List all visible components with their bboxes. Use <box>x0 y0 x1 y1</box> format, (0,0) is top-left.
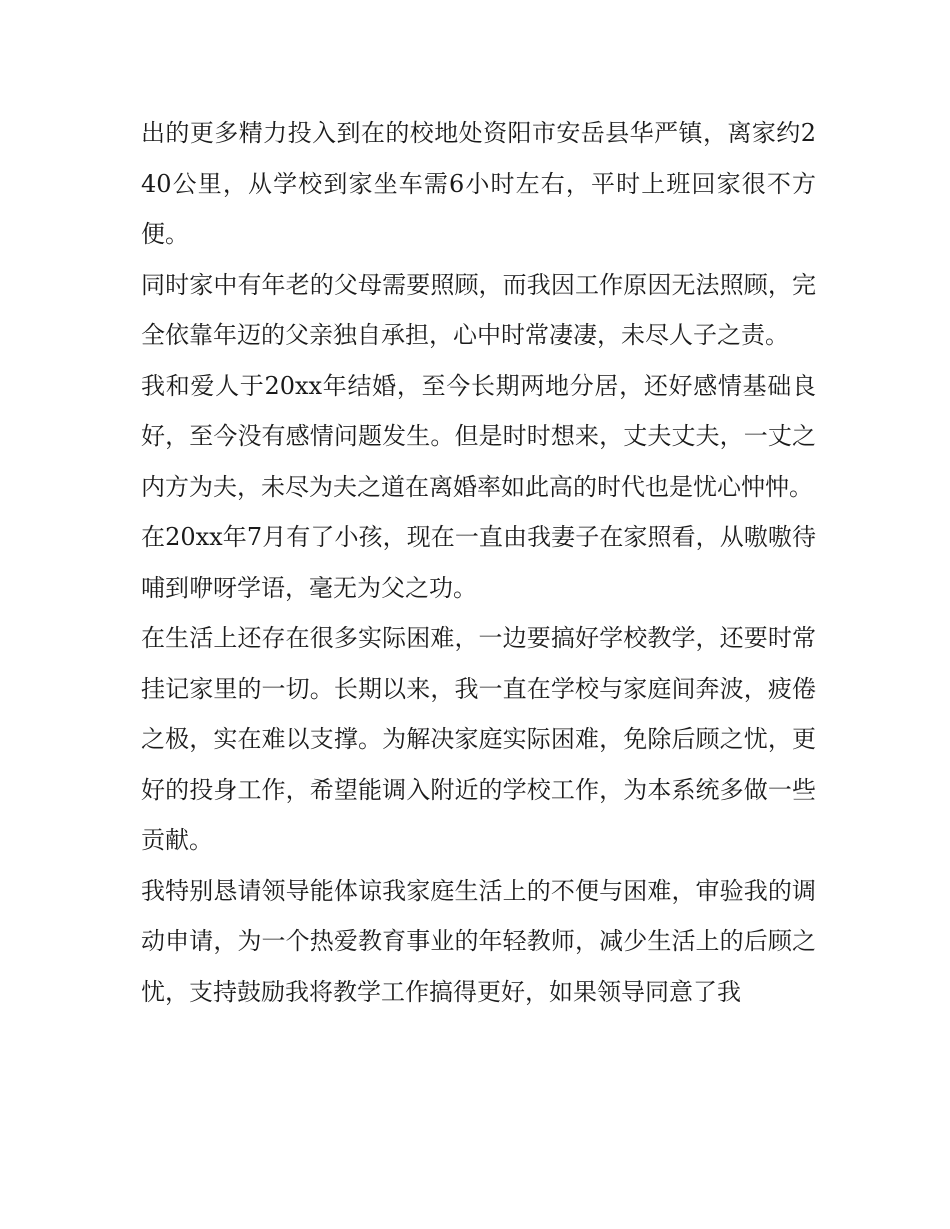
paragraph-2: 同时家中有年老的父母需要照顾，而我因工作原因无法照顾，完全依靠年迈的父亲独自承担，心中时常凄凄，未尽人子之责。 <box>141 270 816 349</box>
paragraph-4: 在20xx年7月有了小孩，现在一直由我妻子在家照看，从嗷嗷待哺到咿呀学语，毫无为父之功。 <box>141 523 816 602</box>
paragraph-5: 在生活上还存在很多实际困难，一边要搞好学校教学，还要时常挂记家里的一切。长期以来，我一直在学校与家庭间奔波，疲倦之极，实在难以支撑。为解决家庭实际困难，免除后顾之忧，更好的投身工作，希望能调入附近的学校工作，为本系统多做一些贡献。 <box>141 624 816 854</box>
paragraph-1: 出的更多精力投入到在的校地处资阳市安岳县华严镇，离家约240公里，从学校到家坐车需6小时左右，平时上班回家很不方便。 <box>141 119 816 248</box>
paragraph-3: 我和爱人于20xx年结婚，至今长期两地分居，还好感情基础良好，至今没有感情问题发生。但是时时想来，丈夫丈夫，一丈之内方为夫，未尽为夫之道在离婚率如此高的时代也是忧心忡忡。 <box>141 371 816 501</box>
document-body <box>141 108 816 1017</box>
paragraph-6: 我特别恳请领导能体谅我家庭生活上的不便与困难，审验我的调动申请，为一个热爱教育事业的年轻教师，减少生活上的后顾之忧，支持鼓励我将教学工作搞得更好，如果领导同意了我 <box>141 876 816 1006</box>
